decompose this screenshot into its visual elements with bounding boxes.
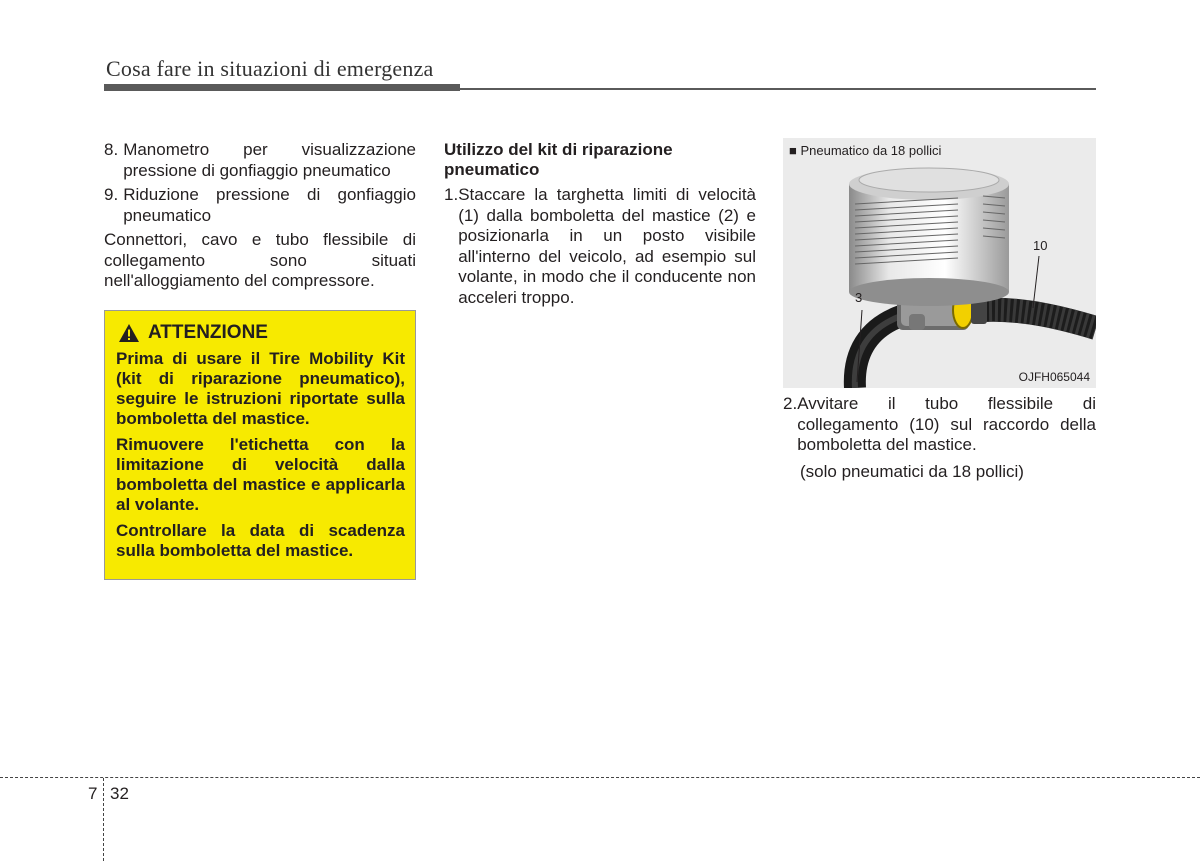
warning-triangle-icon xyxy=(118,323,140,343)
sealant-canister-illustration xyxy=(783,138,1096,388)
page-header-title: Cosa fare in situazioni di emergenza xyxy=(106,56,434,81)
list-item-9 xyxy=(104,185,416,226)
warning-heading-text: ATTENZIONE xyxy=(148,322,268,343)
header-rule-thin xyxy=(460,88,1096,90)
warning-box xyxy=(104,310,416,580)
warning-heading xyxy=(118,323,405,343)
step-1 xyxy=(444,185,756,308)
footer-dashed-rule xyxy=(0,777,1200,778)
step-text: Avvitare il tubo flessibile di collegamento (10) sul raccordo della bomboletta del mastice. xyxy=(797,394,1096,454)
step-number: 2. xyxy=(783,394,798,413)
list-item-text: Manometro per visualizzazione pressione di gonfiaggio pneumatico xyxy=(123,140,416,180)
callout-label-3: 3 xyxy=(855,290,863,305)
list-item-text: Riduzione pressione di gonfiaggio pneumatico xyxy=(123,185,416,225)
column-middle xyxy=(444,140,756,308)
figure-sealant-canister xyxy=(783,138,1096,388)
figure-caption: ■ Pneumatico da 18 pollici xyxy=(789,143,942,158)
page-number: 32 xyxy=(110,784,129,803)
list-item-number: 8. xyxy=(104,140,119,159)
warning-paragraph-1: Prima di usare il Tire Mobility Kit (kit di riparazione pneumatico), seguire le istruzioni riportate sulla bomboletta del mastice. xyxy=(116,349,405,428)
warning-paragraph-3: Controllare la data di scadenza sulla bomboletta del mastice. xyxy=(116,521,405,560)
warning-paragraph-2: Rimuovere l'etichetta con la limitazione di velocità dalla bomboletta del mastice e applicarla al volante. xyxy=(116,435,405,514)
connectors-paragraph: Connettori, cavo e tubo flessibile di collegamento sono situati nell'alloggiamento del compressore. xyxy=(104,230,416,290)
step-number: 1. xyxy=(444,185,459,204)
column-left xyxy=(104,140,416,292)
step-2 xyxy=(783,394,1096,456)
step-text: Staccare la targhetta limiti di velocità (1) dalla bomboletta del mastice (2) e posizionarla in un posto visibile all'interno del veicolo, ad esempio sul volante, in modo che il conducente non acceleri troppo. xyxy=(458,185,756,307)
callout-label-10: 10 xyxy=(1033,238,1048,253)
step-2-note: (solo pneumatici da 18 pollici) xyxy=(800,461,1024,481)
section-title: Utilizzo del kit di riparazione pneumatico xyxy=(444,140,673,179)
footer-vertical-dashed-rule xyxy=(103,778,104,861)
figure-code: OJFH065044 xyxy=(1018,370,1090,384)
column-right xyxy=(783,394,1096,482)
header-rule-thick xyxy=(104,84,460,91)
chapter-number: 7 xyxy=(88,784,98,803)
list-item-8 xyxy=(104,140,416,181)
list-item-number: 9. xyxy=(104,185,119,204)
